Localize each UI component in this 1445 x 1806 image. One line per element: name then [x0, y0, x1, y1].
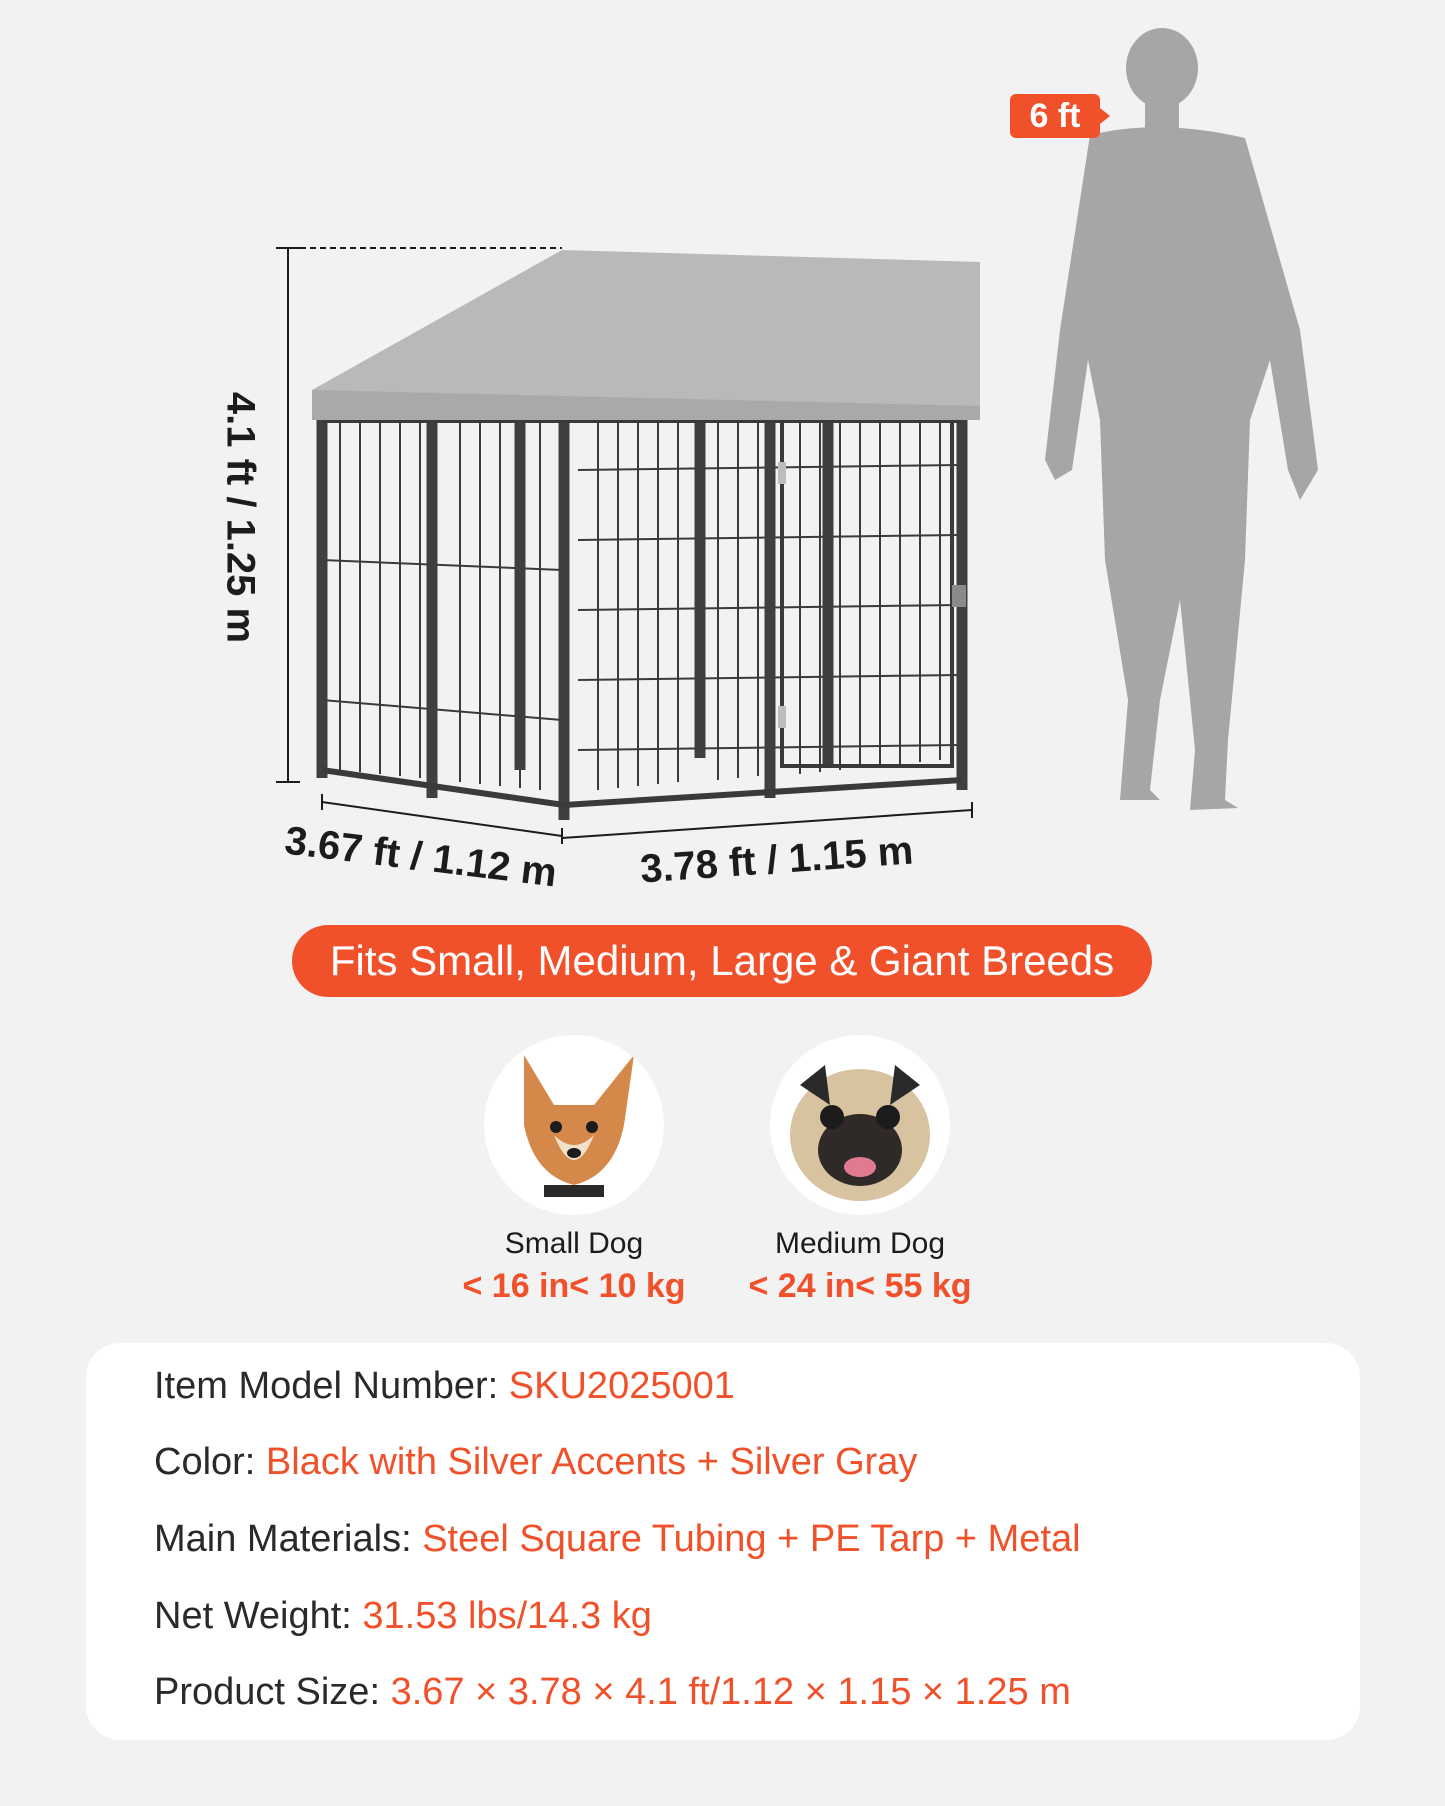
spec-key: Color: — [154, 1441, 266, 1483]
small-dog-name: Small Dog — [504, 1227, 644, 1260]
breeds-banner: Fits Small, Medium, Large & Giant Breeds — [292, 925, 1152, 997]
small-dog-card — [444, 1035, 704, 1306]
medium-dog-name: Medium Dog — [774, 1227, 946, 1260]
spec-materials — [154, 1518, 1081, 1561]
medium-dog-card — [730, 1035, 990, 1306]
depth-dimension-label: 3.78 ft / 1.15 m — [638, 828, 915, 892]
person-silhouette-icon — [1045, 28, 1318, 810]
spec-value: 31.53 lbs/14.3 kg — [362, 1595, 652, 1637]
chihuahua-icon — [484, 1035, 664, 1215]
spec-net-weight — [154, 1595, 652, 1638]
spec-value: Black with Silver Accents + Silver Gray — [265, 1441, 918, 1483]
spec-value: SKU2025001 — [508, 1365, 735, 1407]
spec-value: Steel Square Tubing + PE Tarp + Metal — [422, 1518, 1081, 1560]
spec-key: Product Size: — [154, 1671, 391, 1713]
spec-key: Item Model Number: — [154, 1365, 509, 1407]
kennel-frame — [322, 418, 966, 820]
specifications-card — [86, 1343, 1360, 1740]
spec-value: 3.67 × 3.78 × 4.1 ft/1.12 × 1.15 × 1.25 m — [390, 1671, 1071, 1713]
spec-color — [154, 1441, 917, 1484]
spec-model-number — [154, 1365, 735, 1408]
tarp-roof — [312, 250, 980, 420]
medium-dog-photo — [770, 1035, 950, 1215]
medium-dog-spec: < 24 in< 55 kg — [748, 1267, 972, 1305]
spec-key: Main Materials: — [154, 1518, 423, 1560]
small-dog-photo — [484, 1035, 664, 1215]
small-dog-spec: < 16 in< 10 kg — [462, 1267, 686, 1305]
spec-key: Net Weight: — [154, 1595, 363, 1637]
pug-icon — [770, 1035, 950, 1215]
person-height-badge: 6 ft — [1010, 94, 1100, 138]
spec-product-size — [154, 1671, 1071, 1714]
height-dimension-label: 4.1 ft / 1.25 m — [218, 391, 263, 644]
width-dimension-label: 3.67 ft / 1.12 m — [282, 818, 560, 896]
